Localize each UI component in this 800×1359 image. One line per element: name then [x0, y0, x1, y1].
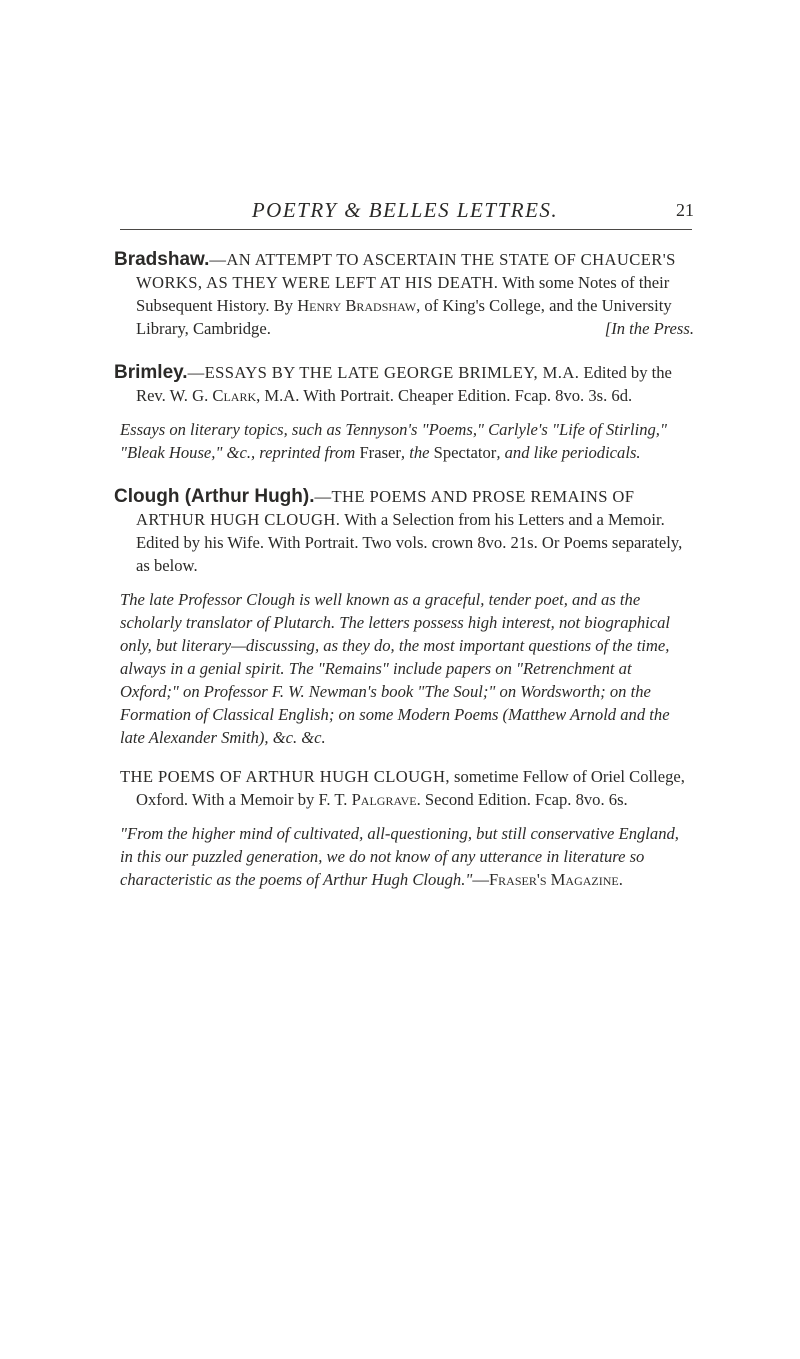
entry-author: Bradshaw. — [114, 249, 210, 270]
running-title: POETRY & BELLES LETTRES. — [251, 198, 559, 222]
entry-title: —AN ATTEMPT TO ASCERTAIN THE STATE OF CHAUCER'S WORKS, AS THEY WERE LEFT AT HIS DEATH. — [136, 250, 676, 292]
entry-details: , M.A. With Portrait. Cheaper Edition. Fcap. 8vo. 3s. 6d. — [256, 386, 633, 405]
running-head — [120, 198, 694, 232]
entry-details: Edited by the Rev. W. G. — [136, 363, 672, 405]
entry-title: —ESSAYS BY THE LATE GEORGE BRIMLEY, M.A. — [187, 363, 580, 382]
note-text: Essays on literary topics, such as Tennyson's "Poems," Carlyle's "Life of Stirling," "Bleak House," &c., reprinted from — [120, 420, 667, 462]
entry-note: The late Professor Clough is well known as a graceful, tender poet, and as the scholarly translator of Plutarch. The letters possess high interest, not biographical only, but literary—discussing, as they do, the most important questions of the time, always in a genial spirit. The "Remains" include papers on "Retrenchment at Oxford;" on Professor F. W. Newman's book "The Soul;" on Wordsworth; on the Formation of Classical English; on some Modern Poems (Matthew Arnold and the late Alexander Smith), &c. &c. — [120, 590, 671, 747]
review-quote — [120, 822, 694, 891]
entry-details: , of King's College, and the University Library, Cambridge. — [136, 296, 672, 338]
quote-source: —Fraser's Magazine. — [472, 870, 623, 889]
note-text: , the — [400, 443, 434, 462]
entry-author: Brimley. — [114, 362, 188, 383]
sub-entry-details: sometime Fellow of Oriel College, Oxford. With a Memoir by F. T. — [136, 767, 685, 809]
entry-details: With some Notes of their Subsequent History. By — [136, 273, 670, 315]
editor-name: Clark — [212, 386, 257, 405]
note-periodical: Fraser — [359, 443, 401, 462]
note-periodical: Spectator — [433, 443, 497, 462]
sub-entry-poems — [120, 765, 694, 811]
page-number: 21 — [676, 200, 694, 220]
entry-head — [114, 485, 694, 577]
catalogue-entries — [114, 248, 694, 912]
note-text: , and like periodicals. — [496, 443, 641, 462]
editor-name: Henry Bradshaw — [297, 296, 417, 315]
entry-head — [114, 361, 694, 407]
entry-details: With a Selection from his Letters and a Memoir. Edited by his Wife. With Portrait. Two vols. crown 8vo. 21s. Or Poems separately, as below. — [136, 510, 683, 575]
sub-entry-details: . Second Edition. Fcap. 8vo. 6s. — [416, 790, 628, 809]
entry-head — [114, 248, 694, 340]
quote-text: "From the higher mind of cultivated, all-questioning, but still conservative England, in this our puzzled generation, we do not know of any utterance in literature so characteristic as the poems of Arthur Hugh Clough." — [120, 824, 679, 889]
entry-title: —THE POEMS AND PROSE REMAINS OF ARTHUR HUGH CLOUGH. — [136, 487, 635, 529]
publication-status: [In the Press. — [604, 319, 694, 338]
entry-bradshaw — [114, 248, 694, 340]
entry-brimley — [114, 361, 694, 464]
editor-name: Palgrave — [351, 790, 417, 809]
sub-entry-title: THE POEMS OF ARTHUR HUGH CLOUGH, — [120, 767, 450, 786]
entry-clough — [114, 485, 694, 891]
header-rule — [120, 229, 692, 230]
entry-author: Clough (Arthur Hugh). — [114, 486, 315, 507]
entry-note — [120, 418, 694, 464]
